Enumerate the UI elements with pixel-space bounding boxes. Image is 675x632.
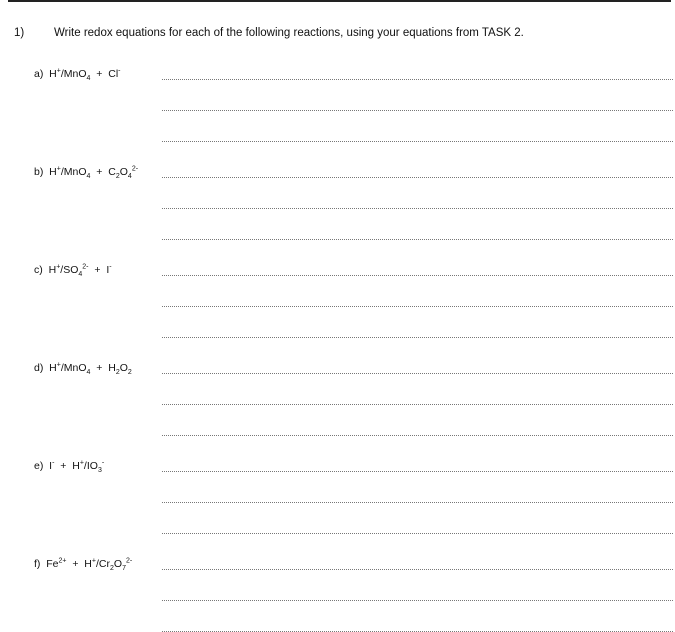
formula-text: H bbox=[49, 362, 57, 374]
question-number: 1) bbox=[14, 27, 25, 39]
formula-subscript: 2 bbox=[127, 369, 132, 377]
formula-superscript: 2+ bbox=[58, 557, 67, 565]
formula-text: /MnO bbox=[60, 68, 87, 80]
answer-line[interactable] bbox=[162, 435, 673, 436]
formula-text: + Cl bbox=[90, 68, 119, 80]
formula-superscript: - bbox=[52, 459, 55, 467]
formula-superscript: + bbox=[56, 67, 61, 75]
formula-superscript: - bbox=[118, 67, 121, 75]
formula-superscript: + bbox=[79, 459, 84, 467]
formula-superscript: - bbox=[109, 263, 112, 271]
formula-text: + H bbox=[54, 460, 80, 472]
formula-superscript: 2- bbox=[125, 557, 133, 565]
formula-subscript: 2 bbox=[115, 173, 120, 181]
formula-text: + I bbox=[88, 264, 110, 276]
formula-text: /SO bbox=[60, 264, 79, 276]
reaction-label bbox=[34, 263, 112, 279]
answer-line[interactable] bbox=[162, 141, 673, 142]
reaction-label bbox=[34, 557, 133, 573]
formula-text: O bbox=[119, 362, 128, 374]
answer-line[interactable] bbox=[162, 404, 673, 405]
formula-text: + H bbox=[90, 362, 116, 374]
formula-text: + H bbox=[66, 558, 92, 570]
formula-subscript: 4 bbox=[127, 173, 132, 181]
item-letter: c) bbox=[34, 264, 49, 276]
answer-line[interactable] bbox=[162, 502, 673, 503]
answer-line[interactable] bbox=[162, 177, 673, 178]
formula-superscript: + bbox=[56, 263, 61, 271]
formula-subscript: 4 bbox=[86, 369, 91, 377]
item-letter: f) bbox=[34, 558, 47, 570]
formula-subscript: 3 bbox=[97, 467, 102, 475]
item-letter: a) bbox=[34, 68, 50, 80]
formula-text: /MnO bbox=[60, 166, 87, 178]
formula-subscript: 4 bbox=[86, 173, 91, 181]
formula-text: H bbox=[49, 68, 57, 80]
formula-text: H bbox=[49, 166, 57, 178]
answer-line[interactable] bbox=[162, 373, 673, 374]
answer-line[interactable] bbox=[162, 208, 673, 209]
reaction-label bbox=[34, 67, 121, 83]
formula-subscript: 7 bbox=[122, 565, 126, 573]
item-letter: d) bbox=[34, 362, 50, 374]
formula-superscript: + bbox=[56, 165, 61, 173]
answer-line[interactable] bbox=[162, 569, 673, 570]
reaction-label bbox=[34, 459, 105, 475]
reaction-label bbox=[34, 165, 139, 181]
formula-text: O bbox=[119, 166, 128, 178]
answer-line[interactable] bbox=[162, 533, 673, 534]
answer-line[interactable] bbox=[162, 110, 673, 111]
answer-line[interactable] bbox=[162, 239, 673, 240]
formula-text: Fe bbox=[46, 558, 59, 570]
formula-subscript: 4 bbox=[78, 271, 83, 279]
item-letter: b) bbox=[34, 166, 50, 178]
top-rule bbox=[8, 0, 671, 2]
question-text: Write redox equations for each of the following reactions, using your equations from TASK 2. bbox=[54, 27, 524, 39]
formula-superscript: + bbox=[91, 557, 96, 565]
item-letter: e) bbox=[34, 460, 50, 472]
formula-subscript: 4 bbox=[86, 75, 91, 83]
formula-subscript: 2 bbox=[115, 369, 120, 377]
formula-superscript: 2- bbox=[131, 165, 139, 173]
answer-line[interactable] bbox=[162, 471, 673, 472]
answer-line[interactable] bbox=[162, 600, 673, 601]
formula-text: O bbox=[113, 558, 123, 570]
formula-subscript: 2 bbox=[109, 565, 114, 573]
reaction-label bbox=[34, 361, 132, 377]
formula-text: /IO bbox=[83, 460, 98, 472]
answer-line[interactable] bbox=[162, 306, 673, 307]
answer-line[interactable] bbox=[162, 275, 673, 276]
formula-text: /Cr bbox=[95, 558, 110, 570]
formula-superscript: 2- bbox=[82, 263, 89, 271]
formula-text: /MnO bbox=[60, 362, 87, 374]
answer-line[interactable] bbox=[162, 337, 673, 338]
formula-text: I bbox=[49, 460, 53, 472]
formula-text: + C bbox=[90, 166, 116, 178]
formula-text: H bbox=[48, 264, 57, 276]
answer-line[interactable] bbox=[162, 79, 673, 80]
formula-superscript: + bbox=[56, 361, 61, 369]
formula-superscript: - bbox=[101, 459, 105, 467]
